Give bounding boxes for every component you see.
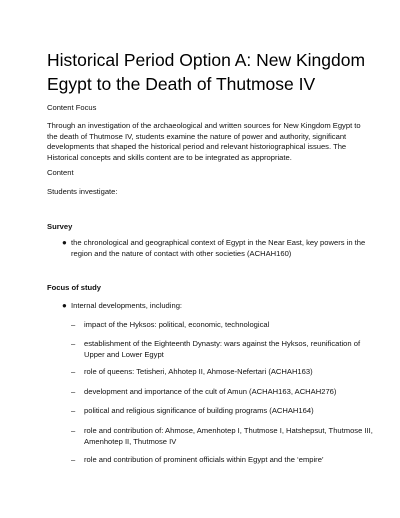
survey-item: the chronological and geographical context of Egypt in the Near East, key powers in the region and the nature of contact with other societies (ACHAH160)	[71, 238, 366, 258]
dash-icon: –	[71, 367, 76, 376]
subitem-eighteenth-dynasty: establishment of the Eighteenth Dynasty: wars against the Hyksos, reunification of Upper and Lower Egypt	[84, 339, 361, 359]
dash-icon: –	[71, 387, 76, 396]
focus-item: Internal developments, including:	[71, 301, 183, 310]
dash-icon: –	[71, 320, 76, 329]
dash-icon: –	[71, 339, 76, 348]
bullet-icon: ●	[62, 238, 67, 247]
dash-icon: –	[71, 406, 76, 415]
bullet-icon: ●	[62, 301, 67, 310]
content-focus-heading: Content Focus	[47, 103, 97, 112]
content-focus-paragraph: Through an investigation of the archaeological and written sources for New Kingdom Egypt to the death of Thutmose IV, students examine the nature of power and authority, significant developments that shaped the historical period and relevant historiographical issues. The Historical concepts and skills content are to be integrated as appropriate.	[47, 121, 361, 162]
survey-heading: Survey	[47, 222, 73, 231]
page-title: Historical Period Option A: New Kingdom Egypt to the Death of Thutmose IV	[47, 50, 366, 94]
dash-icon: –	[71, 455, 76, 464]
content-heading: Content	[47, 168, 74, 177]
subitem-officials: role and contribution of prominent officials within Egypt and the ‘empire’	[84, 455, 324, 464]
subitem-hyksos: impact of the Hyksos: political, economic, technological	[84, 320, 270, 329]
focus-of-study-heading: Focus of study	[47, 283, 102, 292]
dash-icon: –	[71, 426, 76, 435]
subitem-pharaohs: role and contribution of: Ahmose, Amenhotep I, Thutmose I, Hatshepsut, Thutmose III, Amenhotep II, Thutmose IV	[84, 426, 373, 446]
students-investigate-text: Students investigate:	[47, 187, 118, 196]
subitem-queens: role of queens: Tetisheri, Ahhotep II, Ahmose-Nefertari (ACHAH163)	[84, 367, 313, 376]
subitem-building-programs: political and religious significance of building programs (ACHAH164)	[84, 406, 314, 415]
subitem-cult-of-amun: development and importance of the cult of Amun (ACHAH163, ACHAH276)	[84, 387, 337, 396]
